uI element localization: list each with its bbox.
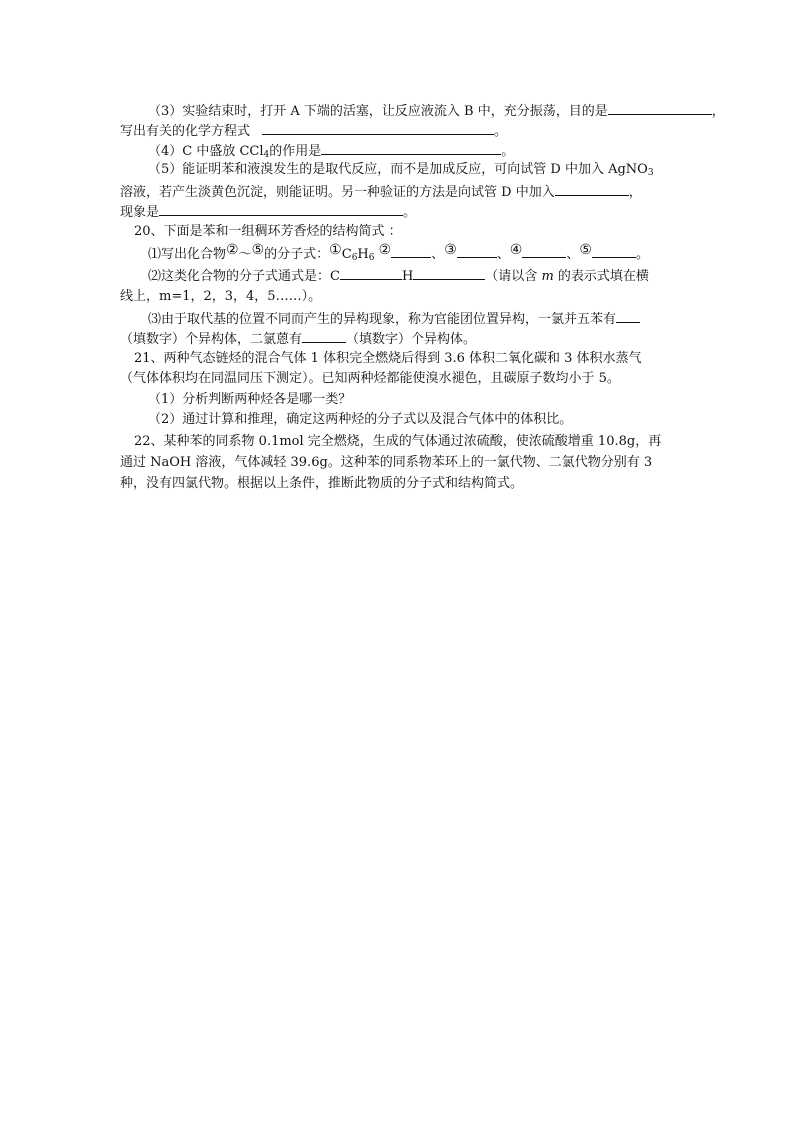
answer-blank[interactable] — [413, 266, 485, 280]
q22-line3: 种，没有四氯代物。根据以上条件，推断此物质的分子式和结构简式。 — [120, 476, 524, 491]
answer-blank[interactable] — [616, 309, 640, 323]
q20-part3-line2: （填数字）个异构体，二氯蒽有 （填数字）个异构体。 — [120, 329, 476, 349]
q20-part2-line1: ⑵这类化合物的分子式通式是：C H （请以含 m 的表示式填在横 — [148, 266, 649, 286]
answer-blank[interactable] — [522, 244, 566, 258]
q22-line2: 通过 NaOH 溶液，气体减轻 39.6g。这种苯的同系物苯环上的一氯代物、二氯代物分别有 3 — [120, 455, 653, 470]
q21-line1: 21、两种气态链烃的混合气体 1 体积完全燃烧后得到 3.6 体积二氧化碳和 3 体积水蒸气 — [134, 351, 642, 366]
answer-blank[interactable] — [391, 244, 431, 258]
q19-part5-line1: （5）能证明苯和液溴发生的是取代反应，而不是加成反应，可向试管 D 中加入 AgNO$_3$ — [148, 162, 654, 178]
q21-sub2: （2）通过计算和推理，确定这两种烃的分子式以及混合气体中的体积比。 — [148, 412, 573, 427]
q19-part5-line2: 溶液，若产生淡黄色沉淀，则能证明。另一种验证的方法是向试管 D 中加入 ， — [120, 182, 642, 202]
answer-blank[interactable] — [555, 182, 629, 196]
answer-blank[interactable] — [321, 141, 501, 155]
answer-blank[interactable] — [592, 244, 636, 258]
q19-part3-line2: 写出有关的化学方程式 。 — [120, 121, 507, 141]
answer-blank[interactable] — [302, 329, 346, 343]
answer-blank[interactable] — [340, 266, 402, 280]
q19-equation-prompt: 写出有关的化学方程式 — [120, 124, 251, 139]
q20-part1-line: ⑴写出化合物②～⑤的分子式：$①C_6H_6$ ② 、③ 、④ 、⑤ 。 — [148, 242, 649, 263]
q20-part3-line1: ⑶由于取代基的位置不同而产生的异构现象，称为官能团位置异构，一氯并五苯有 — [148, 309, 640, 329]
q20-intro: 20、下面是苯和一组稠环芳香烃的结构简式 ： — [134, 224, 402, 239]
q19-part3-text: （3）实验结束时，打开 A 下端的活塞，让反应液流入 B 中，充分振荡，目的是 — [148, 104, 608, 119]
q21-sub1: （1）分析判断两种烃各是哪一类？ — [148, 392, 352, 407]
q19-part5-line3: 现象是 。 — [120, 202, 416, 222]
q22-line1: 22、某种苯的同系物 0.1mol 完全燃烧，生成的气体通过浓硫酸，使浓硫酸增重 10.8g，再 — [134, 434, 662, 449]
q19-part4-line: （4）C 中盛放 CCl$_4$的作用是 。 — [148, 141, 514, 161]
answer-blank[interactable] — [457, 244, 497, 258]
answer-blank[interactable] — [262, 121, 494, 135]
answer-blank[interactable] — [159, 202, 403, 216]
q19-part3-line1: （3）实验结束时，打开 A 下端的活塞，让反应液流入 B 中，充分振荡，目的是 ， — [148, 101, 725, 121]
q21-line2: （气体体积均在同温同压下测定）。已知两种烃都能使溴水褪色，且碳原子数均小于 5。 — [120, 371, 620, 386]
answer-blank[interactable] — [608, 101, 712, 115]
q20-part2-line2: 线上，m=1，2，3，4，5……）。 — [120, 289, 322, 304]
